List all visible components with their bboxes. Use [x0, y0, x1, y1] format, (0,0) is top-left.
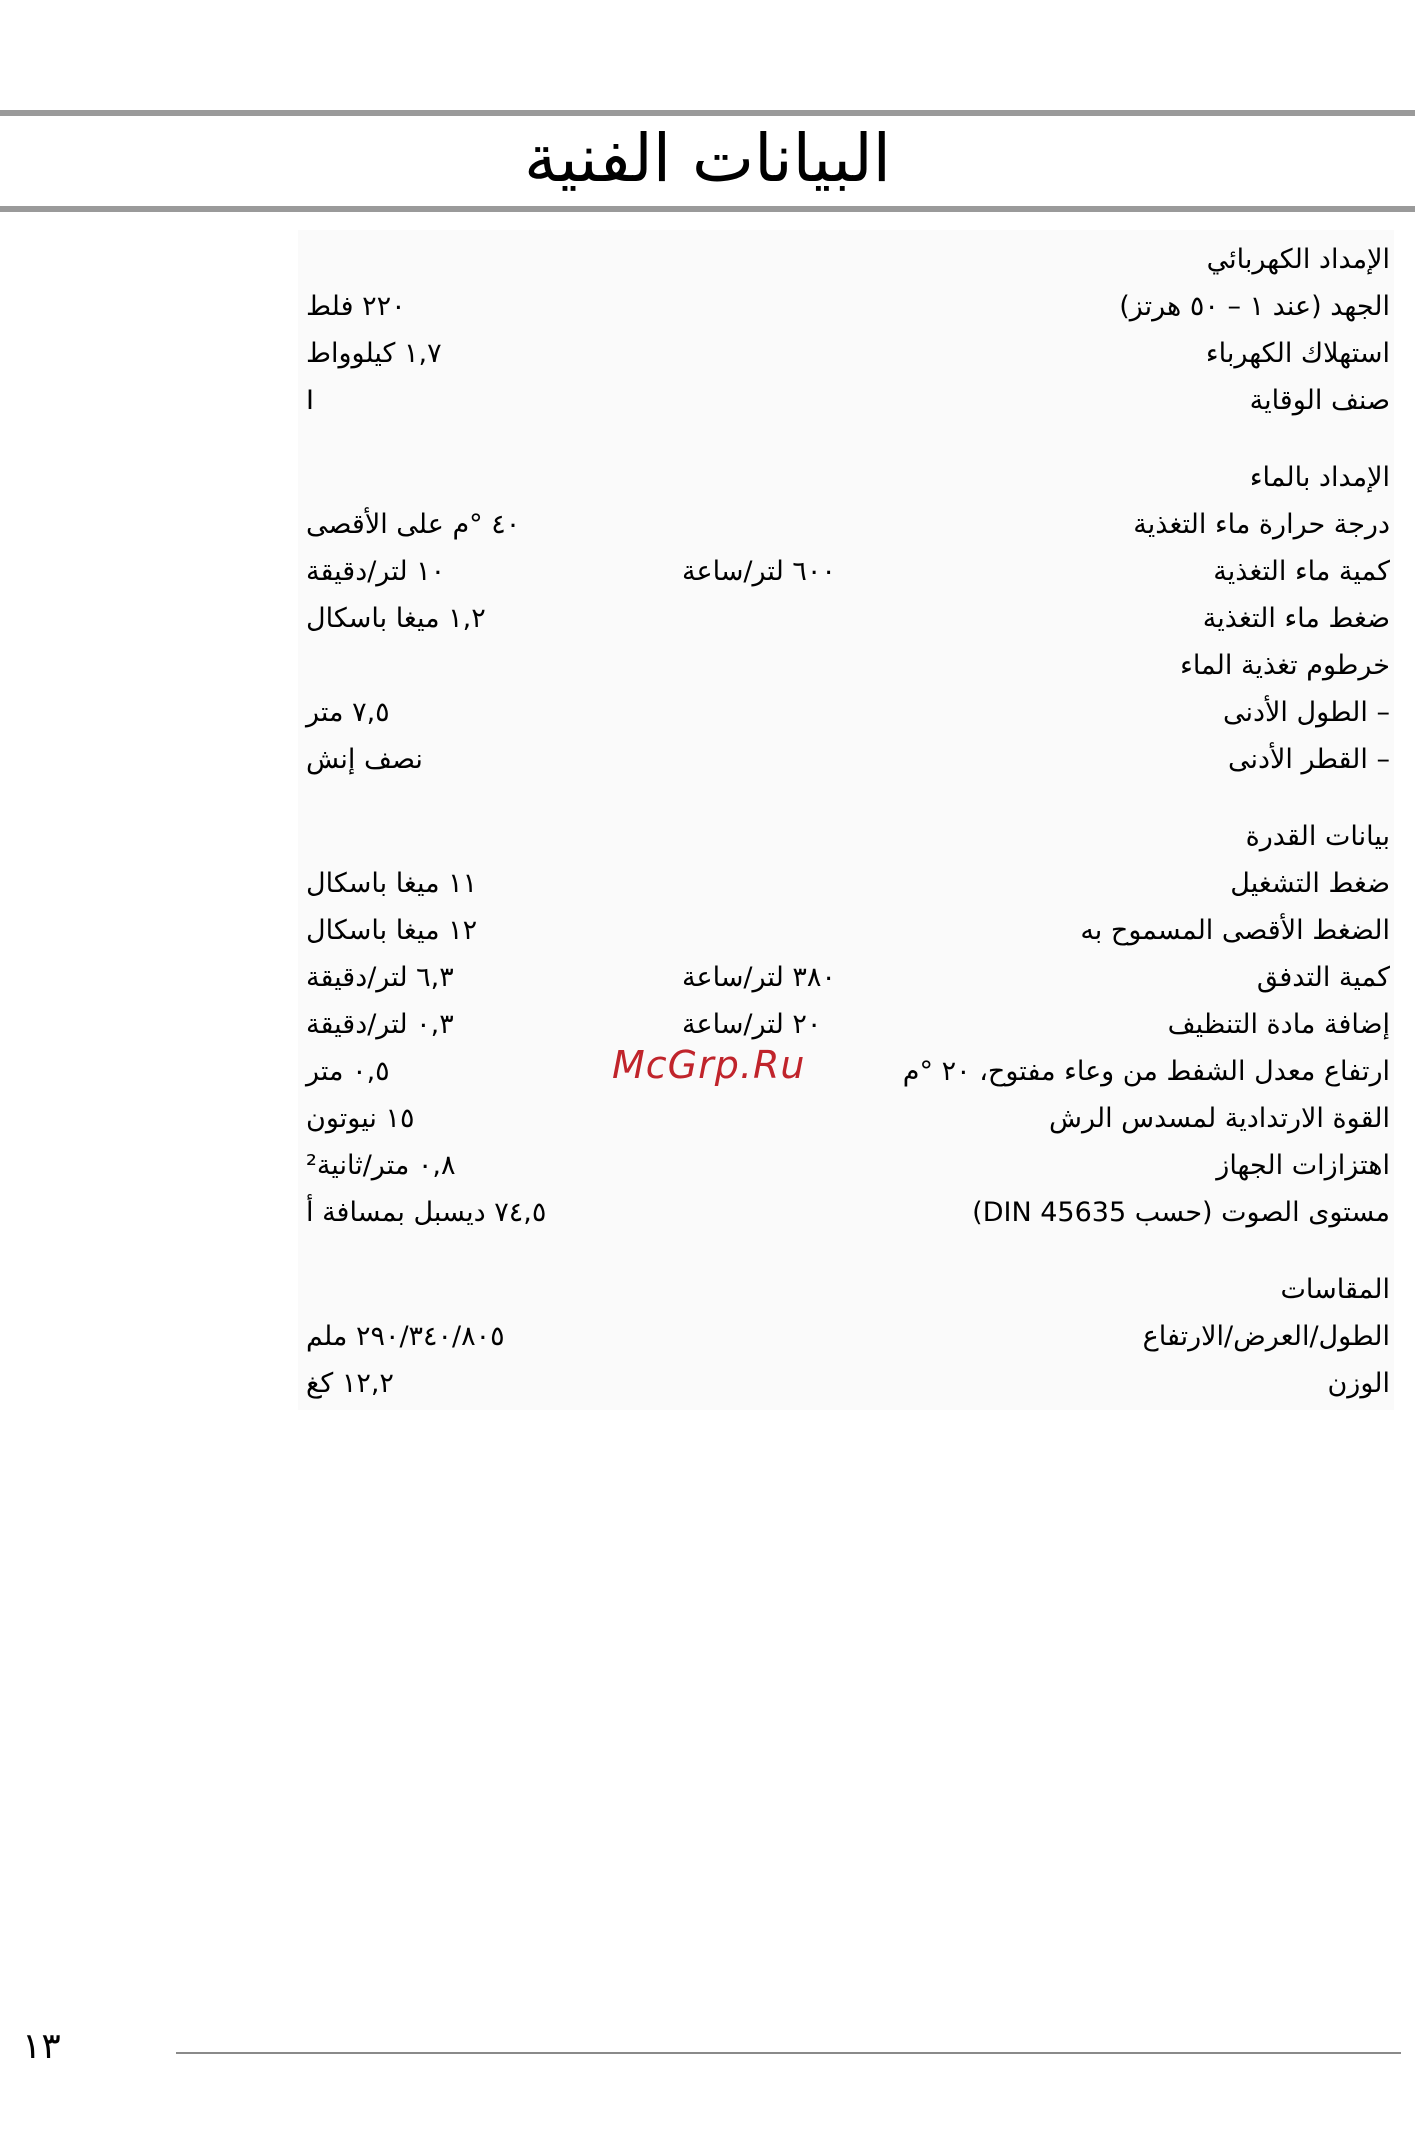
spec-value: ٠,٣ لتر/دقيقة — [306, 1009, 454, 1040]
spec-label: خرطوم تغذية الماء — [1180, 650, 1390, 681]
spec-row — [298, 330, 1392, 377]
spec-row — [298, 689, 1392, 736]
spec-row — [298, 1360, 1392, 1407]
spec-value: ٦,٣ لتر/دقيقة — [306, 962, 454, 993]
page-number: ١٣ — [22, 2026, 61, 2067]
spec-label: إضافة مادة التنظيف — [1167, 1009, 1390, 1040]
page-title: البيانات الفنية — [523, 120, 892, 197]
spec-value: ٤٠ °م على الأقصى — [306, 509, 521, 540]
spec-value: ١١ ميغا باسكال — [306, 868, 478, 899]
spec-alt-value: ٢٠ لتر/ساعة — [682, 1009, 822, 1040]
spec-label: ارتفاع معدل الشفط من وعاء مفتوح، ٢٠ °م — [902, 1056, 1390, 1087]
spec-label: مستوى الصوت (حسب DIN 45635) — [972, 1197, 1390, 1228]
spec-row — [298, 860, 1392, 907]
spec-value: ١,٢ ميغا باسكال — [306, 603, 486, 634]
spec-row — [298, 1001, 1392, 1048]
spec-label: الجهد (عند ١ – ٥٠ هرتز) — [1119, 291, 1390, 322]
watermark: McGrp.Ru — [612, 1043, 806, 1087]
spec-label: كمية ماء التغذية — [1213, 556, 1390, 587]
spec-row — [298, 642, 1392, 689]
spec-value: ٢٢٠ فلط — [306, 291, 406, 322]
spec-row — [298, 377, 1392, 424]
spec-label: ضغط ماء التغذية — [1202, 603, 1390, 634]
spec-value: ١٥ نيوتون — [306, 1103, 415, 1134]
spec-value: ٠,٨ متر/ثانية² — [306, 1150, 456, 1181]
section-gap — [298, 783, 1392, 813]
spec-value: I — [306, 385, 314, 416]
spec-value: ١٢ ميغا باسكال — [306, 915, 478, 946]
spec-table — [298, 236, 1392, 1407]
spec-label: صنف الوقاية — [1249, 385, 1390, 416]
spec-label: – القطر الأدنى — [1227, 744, 1390, 775]
spec-value: ٢٩٠/٣٤٠/٨٠٥ ملم — [306, 1321, 505, 1352]
spec-label: ضغط التشغيل — [1230, 868, 1390, 899]
spec-value: ١٠ لتر/دقيقة — [306, 556, 446, 587]
spec-alt-value: ٦٠٠ لتر/ساعة — [682, 556, 836, 587]
spec-row — [298, 1048, 1392, 1095]
spec-label: كمية التدفق — [1256, 962, 1390, 993]
spec-label: الطول/العرض/الارتفاع — [1142, 1321, 1390, 1352]
spec-value: ١,٧ كيلوواط — [306, 338, 442, 369]
spec-row — [298, 1313, 1392, 1360]
spec-label: القوة الارتدادية لمسدس الرش — [1048, 1103, 1390, 1134]
spec-value: نصف إنش — [306, 744, 423, 775]
footer-rule — [176, 2052, 1401, 2054]
title-bottom-rule — [0, 206, 1415, 212]
spec-label: درجة حرارة ماء التغذية — [1133, 509, 1390, 540]
spec-label: – الطول الأدنى — [1222, 697, 1390, 728]
spec-alt-value: ٣٨٠ لتر/ساعة — [682, 962, 836, 993]
spec-row — [298, 283, 1392, 330]
spec-row — [298, 1189, 1392, 1236]
spec-row — [298, 501, 1392, 548]
spec-value: ٧٤,٥ ديسبل بمسافة أ — [306, 1197, 547, 1228]
spec-label: الوزن — [1327, 1368, 1390, 1399]
section-title: المقاسات — [1280, 1274, 1390, 1305]
spec-row — [298, 1142, 1392, 1189]
section-title: الإمداد بالماء — [1249, 462, 1390, 493]
section-gap — [298, 1236, 1392, 1266]
spec-row — [298, 954, 1392, 1001]
spec-value: ٠,٥ متر — [306, 1056, 390, 1087]
spec-row — [298, 595, 1392, 642]
spec-label: اهتزازات الجهاز — [1216, 1150, 1390, 1181]
spec-label: استهلاك الكهرباء — [1205, 338, 1390, 369]
spec-row — [298, 736, 1392, 783]
section-title: الإمداد الكهربائي — [1206, 244, 1390, 275]
spec-row — [298, 548, 1392, 595]
spec-label: الضغط الأقصى المسموح به — [1080, 915, 1390, 946]
spec-row — [298, 1095, 1392, 1142]
spec-row — [298, 907, 1392, 954]
spec-value: ٧,٥ متر — [306, 697, 390, 728]
spec-value: ١٢,٢ كغ — [306, 1368, 394, 1399]
section-gap — [298, 424, 1392, 454]
section-title: بيانات القدرة — [1245, 821, 1390, 852]
